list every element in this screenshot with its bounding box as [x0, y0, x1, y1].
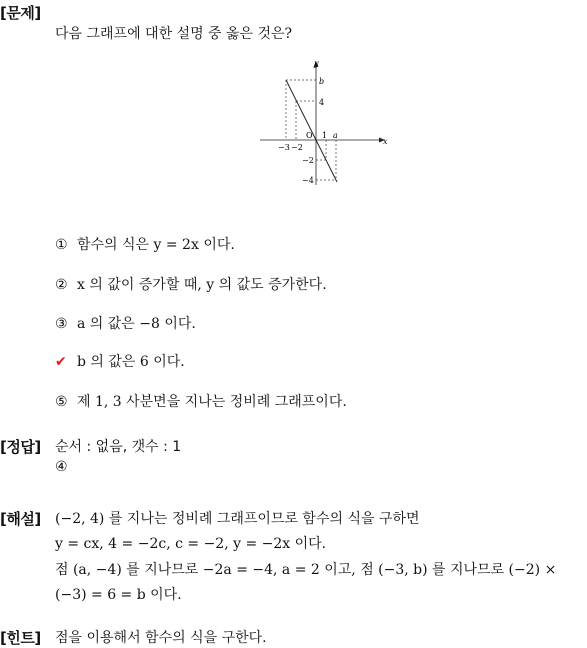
label-4: 4 — [319, 98, 325, 107]
label-b: b — [319, 77, 325, 86]
choice-3-marker: ③ — [55, 316, 68, 332]
answer-header: [정답] — [0, 438, 41, 456]
choice-3-text: a 의 값은 −8 이다. — [77, 316, 196, 332]
function-graph — [255, 60, 390, 190]
label-a: a — [333, 131, 338, 140]
choice-3[interactable] — [55, 313, 196, 333]
choice-4-text: b 의 값은 6 이다. — [77, 354, 185, 370]
explanation-line-3: 점 (a, −4) 를 지나므로 −2a = −4, a = 2 이고, 점 (−3, b) 를 지나므로 (−2) × — [55, 562, 557, 578]
answer-line-1: 순서 : 없음, 갯수 : 1 — [55, 439, 182, 455]
axis-x-label: x — [383, 137, 388, 146]
label-neg2-x: −2 — [291, 143, 303, 152]
label-neg2-y: −2 — [302, 156, 314, 165]
choice-5[interactable] — [55, 391, 347, 411]
explanation-header: [해설] — [0, 510, 41, 528]
answer-line-2: ④ — [55, 459, 68, 475]
label-neg4: −4 — [302, 176, 314, 185]
label-1: 1 — [322, 131, 328, 140]
choice-1[interactable] — [55, 234, 235, 254]
choice-5-marker: ⑤ — [55, 394, 68, 410]
choice-1-marker: ① — [55, 237, 68, 253]
hint-header: [힌트] — [0, 629, 41, 647]
choice-5-text: 제 1, 3 사분면을 지나는 정비례 그래프이다. — [77, 394, 347, 410]
choice-2[interactable] — [55, 274, 327, 294]
problem-header: [문제] — [0, 4, 41, 22]
label-origin: O — [306, 131, 313, 140]
question-text: 다음 그래프에 대한 설명 중 옳은 것은? — [55, 26, 293, 42]
explanation-line-1: (−2, 4) 를 지나는 정비례 그래프이므로 함수의 식을 구하면 — [55, 511, 420, 527]
axis-y-label: y — [314, 60, 319, 68]
check-icon: ✔ — [55, 354, 67, 370]
choice-4[interactable] — [55, 351, 185, 371]
explanation-line-2: y = cx, 4 = −2c, c = −2, y = −2x 이다. — [55, 536, 327, 552]
choice-2-text: x 의 값이 증가할 때, y 의 값도 증가한다. — [77, 277, 327, 293]
explanation-line-4: (−3) = 6 = b 이다. — [55, 587, 182, 603]
label-neg3: −3 — [278, 143, 290, 152]
hint-text: 점을 이용해서 함수의 식을 구한다. — [55, 630, 267, 646]
choice-1-text: 함수의 식은 y = 2x 이다. — [77, 237, 235, 253]
choice-2-marker: ② — [55, 277, 68, 293]
